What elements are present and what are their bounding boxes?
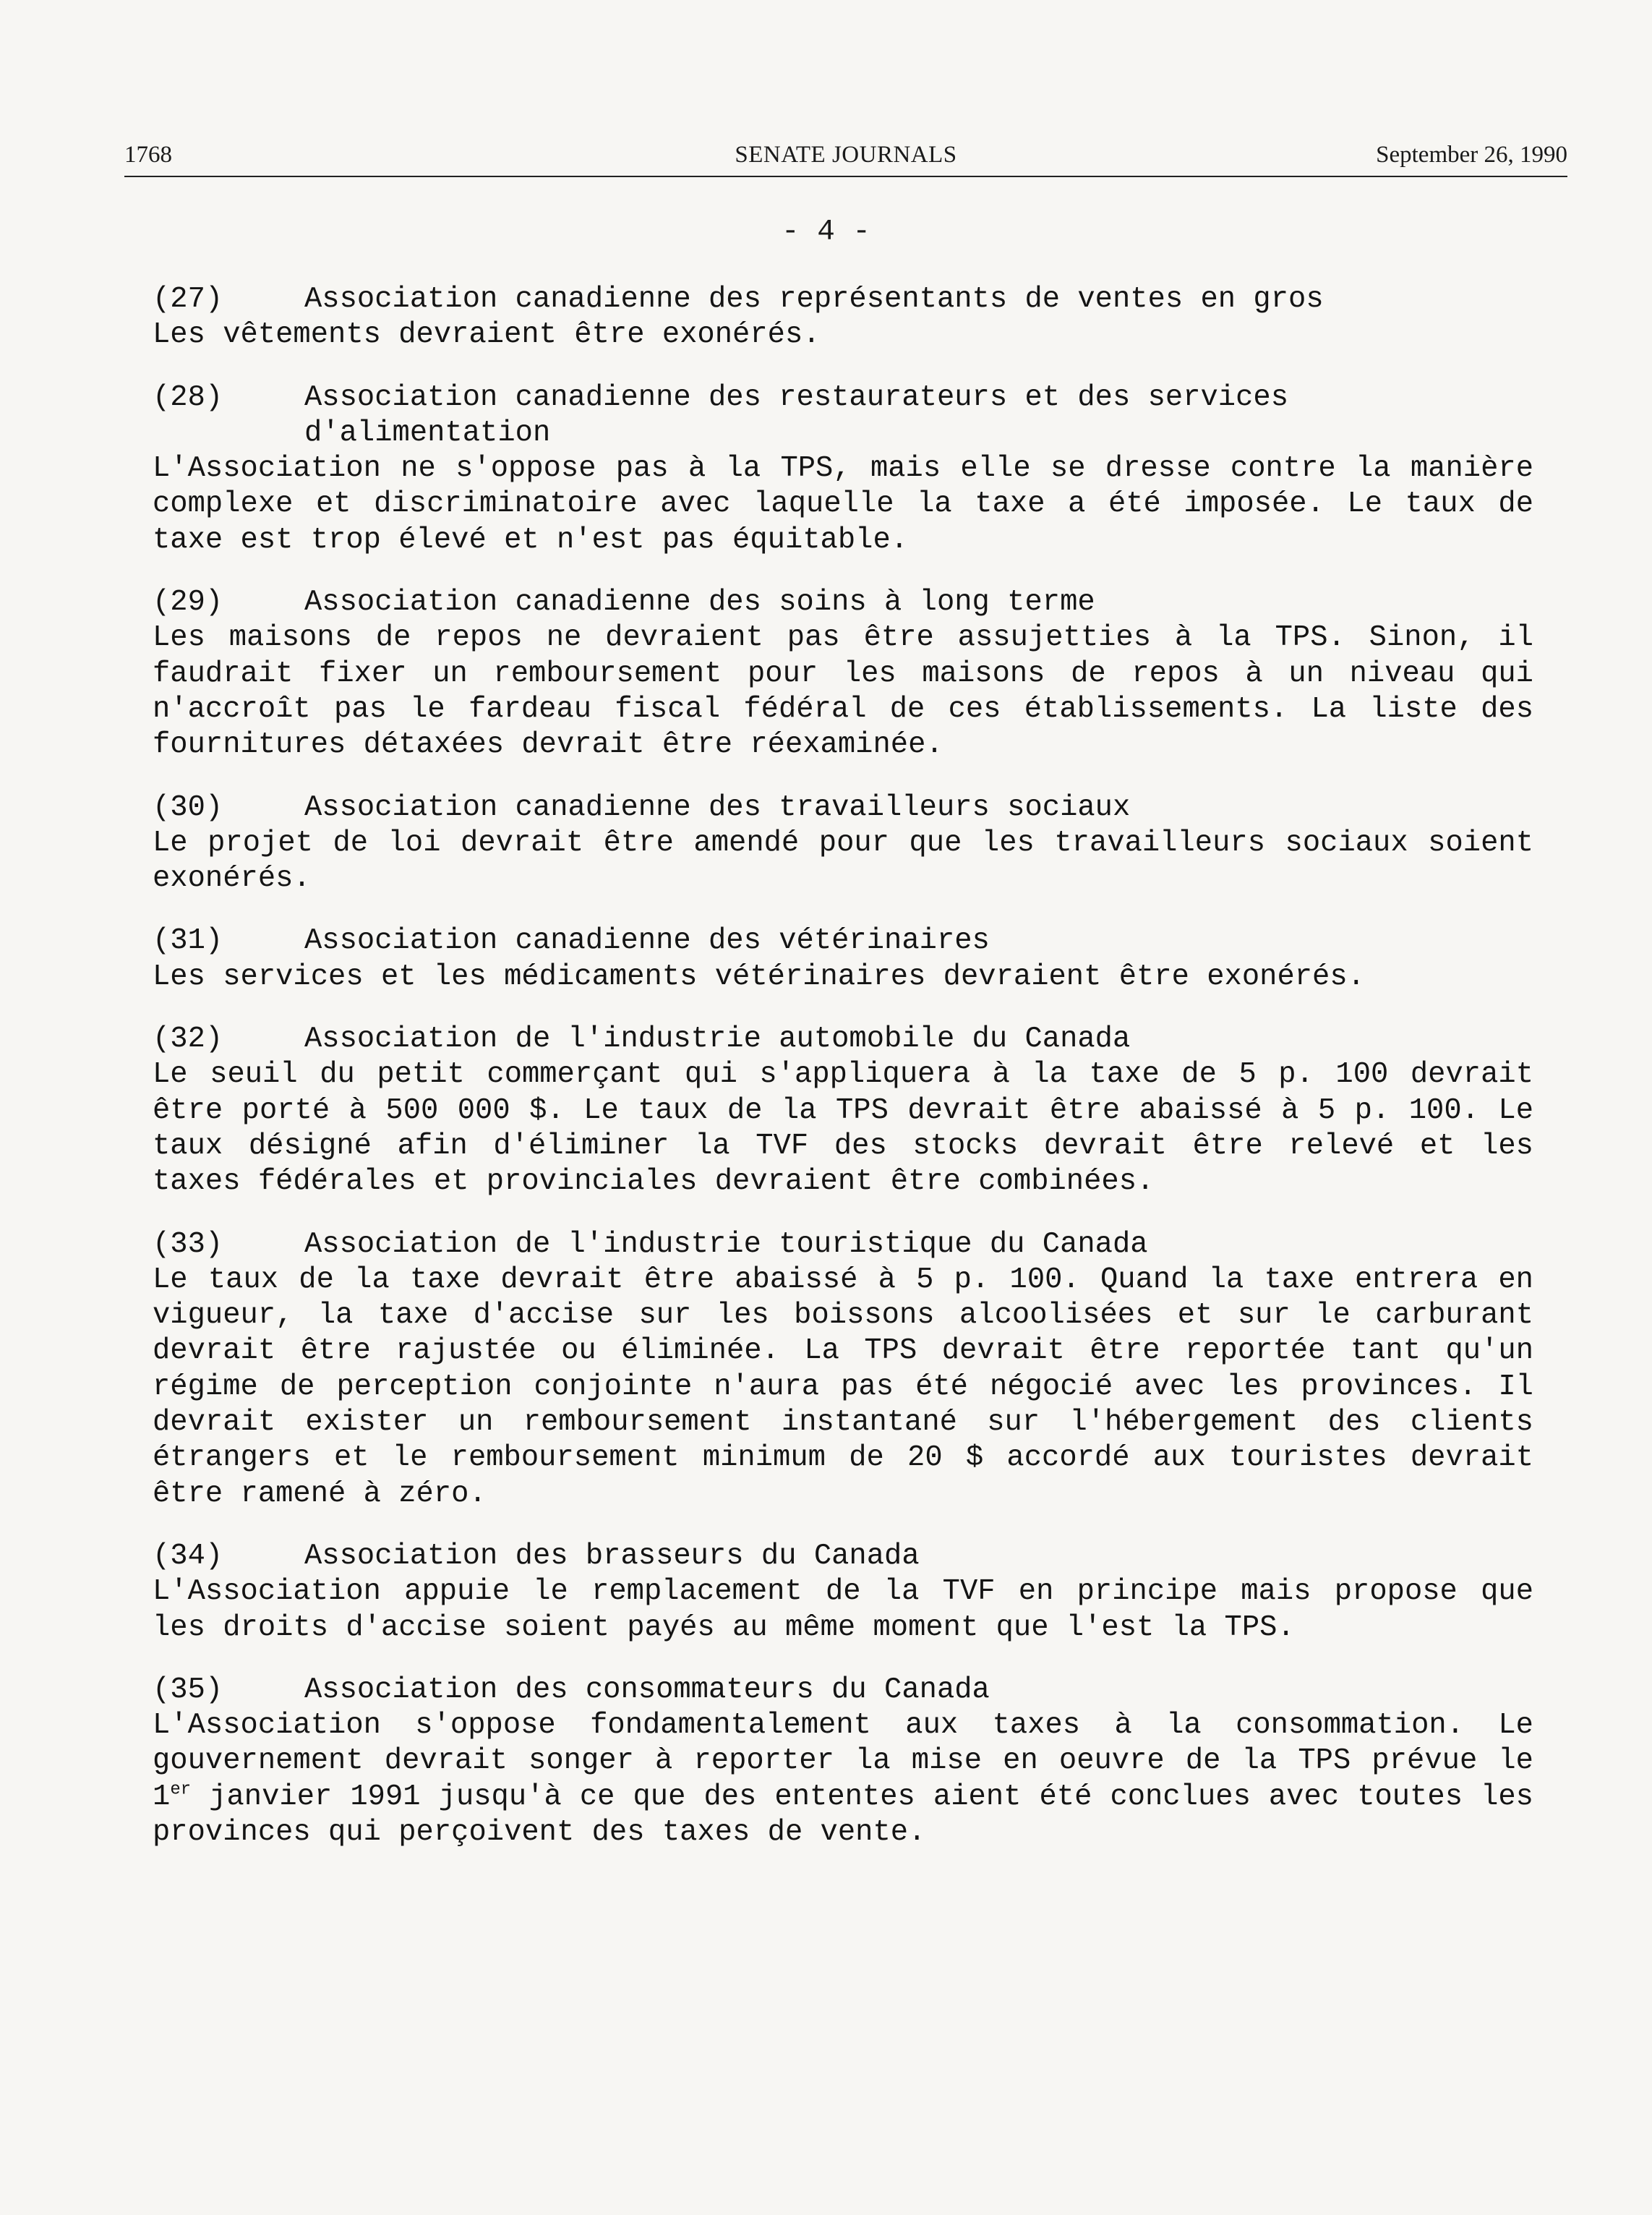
organization-name: Association de l'industrie touristique du Canada	[304, 1227, 1148, 1261]
entry-number: (30)	[153, 790, 223, 824]
organization-name: Association canadienne des vétérinaires	[304, 924, 990, 958]
entry-number: (34)	[153, 1539, 223, 1573]
entry-text: Les services et les médicaments vétérinaires devraient être exonérés.	[153, 960, 1365, 994]
entry-text: L'Association ne s'oppose pas à la TPS, mais elle se dresse contre la manière complexe et discriminatoire avec laquelle la taxe a été imposée. Le taux de taxe est trop élevé et n'est pas équitable.	[153, 452, 1533, 557]
entry-heading	[153, 923, 1533, 959]
page-number: 1768	[124, 142, 172, 168]
organization-name: Association canadienne des restaurateurs et des services d'alimentation	[304, 380, 1289, 450]
entry-29	[153, 585, 1533, 763]
journal-date: September 26, 1990	[1376, 142, 1567, 168]
entry-heading	[153, 790, 1533, 826]
entry-31	[153, 923, 1533, 995]
entry-heading	[153, 1673, 1533, 1708]
entry-number: (29)	[153, 586, 223, 620]
entry-28	[153, 380, 1533, 558]
page-marker: - 4 -	[781, 215, 871, 249]
entry-text: Le projet de loi devrait être amendé pour que les travailleurs sociaux soient exonérés.	[153, 826, 1533, 896]
entries-list	[153, 282, 1533, 1877]
entry-text: Les vêtements devraient être exonérés.	[153, 318, 821, 352]
organization-name: Association canadienne des représentants de ventes en gros	[304, 283, 1324, 316]
entry-number: (35)	[153, 1673, 223, 1707]
entry-text: L'Association appuie le remplacement de la TVF en principe mais propose que les droits d'accise soient payés au même moment que l'est la TPS.	[153, 1575, 1533, 1644]
organization-name: Association canadienne des travailleurs sociaux	[304, 790, 1131, 824]
entry-32	[153, 1022, 1533, 1200]
entry-35	[153, 1673, 1533, 1851]
entry-heading	[153, 1539, 1533, 1574]
entry-30	[153, 790, 1533, 897]
organization-name: Association des brasseurs du Canada	[304, 1539, 920, 1573]
entry-number: (27)	[153, 283, 223, 316]
organization-name: Association canadienne des soins à long terme	[304, 586, 1095, 620]
header-rule	[124, 176, 1567, 177]
entry-text: Les maisons de repos ne devraient pas être assujetties à la TPS. Sinon, il faudrait fixer un remboursement pour les maisons de repos à un niveau qui n'accroît pas le fardeau fiscal fédéral de ces établissements. La liste des fournitures détaxées devrait être réexaminée.	[153, 621, 1533, 762]
entry-number: (28)	[153, 380, 223, 414]
entry-number: (31)	[153, 924, 223, 958]
organization-name: Association de l'industrie automobile du Canada	[304, 1023, 1131, 1057]
entry-text	[153, 1708, 1533, 1851]
entry-heading	[153, 585, 1533, 620]
entry-heading	[153, 1022, 1533, 1057]
entry-heading	[153, 282, 1533, 317]
entry-34	[153, 1539, 1533, 1646]
journal-title: SENATE JOURNALS	[735, 142, 957, 168]
entry-heading	[153, 1227, 1533, 1263]
entry-text-part: L'Association s'oppose fondamentalement aux taxes à la consommation. Le gouvernement devrait songer à reporter la mise en oeuvre de la TPS prévue le 1	[153, 1709, 1533, 1814]
page-header	[124, 142, 1567, 176]
entry-number: (32)	[153, 1023, 223, 1057]
entry-27	[153, 282, 1533, 354]
organization-name: Association des consommateurs du Canada	[304, 1673, 990, 1707]
entry-33	[153, 1227, 1533, 1512]
entry-number: (33)	[153, 1227, 223, 1261]
entry-text-part: janvier 1991 jusqu'à ce que des ententes aient été conclues avec toutes les provinces qui perçoivent des taxes de vente.	[153, 1780, 1533, 1849]
ordinal-superscript: er	[170, 1780, 192, 1800]
entry-text: Le taux de la taxe devrait être abaissé à 5 p. 100. Quand la taxe entrera en vigueur, la taxe d'accise sur les boissons alcoolisées et sur le carburant devrait être rajustée ou éliminée. La TPS devrait être reportée tant qu'un régime de perception conjointe n'aura pas été négocié avec les provinces. Il devrait exister un remboursement instantané sur l'hébergement des clients étrangers et le remboursement minimum de 20 $ accordé aux touristes devrait être ramené à zéro.	[153, 1263, 1533, 1511]
entry-text: Le seuil du petit commerçant qui s'appliquera à la taxe de 5 p. 100 devrait être porté à 500 000 $. Le taux de la TPS devrait être abaissé à 5 p. 100. Le taux désigné afin d'éliminer la TVF des stocks devrait être relevé et les taxes fédérales et provinciales devraient être combinées.	[153, 1058, 1533, 1199]
entry-heading	[153, 380, 1533, 452]
